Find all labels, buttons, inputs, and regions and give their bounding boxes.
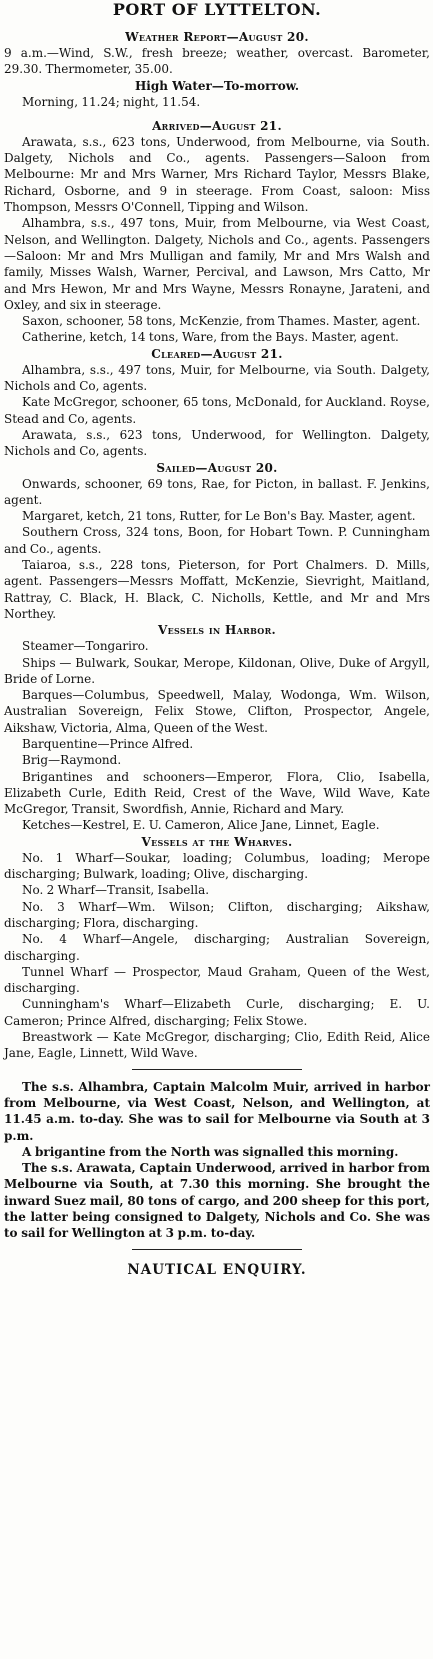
vessels-in-harbor-heading-text: Vessels in Harbor. (158, 623, 276, 638)
sailed-entry: Southern Cross, 324 tons, Boon, for Hobart Town. P. Cunningham and Co., agents. (4, 525, 430, 556)
weather-report-line: 9 a.m.—Wind, S.W., fresh breeze; weather, overcast. Barometer, 29.30. Thermometer, 35.00. (4, 46, 430, 77)
cleared-entry: Kate McGregor, schooner, 65 tons, McDonald, for Auckland. Royse, Stead and Co, agents. (4, 395, 430, 426)
high-water-times: Morning, 11.24; night, 11.54. (22, 94, 201, 109)
wharf-entry: Breastwork — Kate McGregor, discharging; Clio, Edith Reid, Alice Jane, Eagle, Linnett, Wild Wave. (4, 1030, 430, 1061)
section-divider (132, 1069, 302, 1070)
sailed-entry: Margaret, ketch, 21 tons, Rutter, for Le Bon's Bay. Master, agent. (22, 509, 416, 524)
cleared-entry: Arawata, s.s., 623 tons, Underwood, for Wellington. Dalgety, Nichols and Co, agents. (4, 427, 430, 459)
news-paragraph: The s.s. Arawata, Captain Underwood, arrived in harbor from Melbourne via South, at 7.30 this morning. She brought the inward Suez mail, 80 tons of cargo, and 200 sheep for this port, the latter being consigned to Dalgety, Nichols and Co. She was to sail for Wellington at 3 p.m. to-day. (4, 1161, 430, 1241)
sailed-heading-text: Sailed—August 20. (156, 460, 278, 475)
arrived-entry: Saxon, schooner, 58 tons, McKenzie, from Thames. Master, agent. (22, 314, 421, 329)
weather-report-heading-text: Weather Report—August 20. (125, 30, 309, 44)
wharf-entry: Tunnel Wharf — Prospector, Maud Graham, Queen of the West, discharging. (4, 964, 430, 996)
arrived-heading-text: Arrived—August 21. (152, 118, 282, 133)
sailed-entry: Taiaroa, s.s., 228 tons, Pieterson, for Port Chalmers. D. Mills, agent. Passengers—Messrs Moffatt, McKenzie, Sievright, Maitland, Rattray, C. Black, H. Black, C. Nicholls, Kettle, and Mr and Mrs Northey. (4, 558, 430, 621)
sailed-heading (4, 460, 430, 476)
harbor-entry: Steamer—Tongariro. (22, 639, 149, 654)
section-divider (132, 1249, 302, 1250)
sailed-entry: Onwards, schooner, 69 tons, Rae, for Picton, in ballast. F. Jenkins, agent. (4, 476, 430, 507)
news-paragraph: The s.s. Alhambra, Captain Malcolm Muir, arrived in harbor from Melbourne, via West Coast, Nelson, and Wellington, at 11.45 a.m. to-day. She was to sail for Melbourne via South at 3 p.m. (4, 1079, 430, 1143)
cleared-heading-text: Cleared—August 21. (151, 346, 283, 361)
wharf-entry: Cunningham's Wharf—Elizabeth Curle, discharging; E. U. Cameron; Prince Alfred, discharging; Felix Stowe. (4, 997, 430, 1028)
weather-report-heading (4, 29, 430, 45)
harbor-entry: Barques—Columbus, Speedwell, Malay, Wodonga, Wm. Wilson, Australian Sovereign, Felix Stowe, Clifton, Prospector, Angele, Aikshaw, Victoria, Alma, Queen of the West. (4, 688, 430, 735)
cleared-heading (4, 346, 430, 362)
news-paragraph: A brigantine from the North was signalled this morning. (22, 1144, 399, 1159)
next-article-title: NAUTICAL ENQUIRY. (127, 1261, 307, 1278)
page-title: PORT OF LYTTELTON. (112, 0, 322, 19)
harbor-entry: Ships — Bulwark, Soukar, Merope, Kildonan, Olive, Duke of Argyll, Bride of Lorne. (4, 655, 430, 686)
wharf-entry: No. 3 Wharf—Wm. Wilson; Clifton, discharging; Aikshaw, discharging; Flora, discharging. (4, 899, 430, 930)
vessels-in-harbor-heading (4, 622, 430, 638)
arrived-heading (4, 118, 430, 134)
harbor-entry: Brigantines and schooners—Emperor, Flora, Clio, Isabella, Elizabeth Curle, Edith Reid, Crest of the Wave, Wild Wave, Kate McGregor, Transit, Swordfish, Annie, Richard and Mary. (4, 769, 430, 817)
harbor-entry: Brig—Raymond. (22, 753, 122, 768)
high-water-label: High Water—To-morrow. (134, 78, 300, 93)
arrived-entry: Arawata, s.s., 623 tons, Underwood, from Melbourne, via South. Dalgety, Nichols and Co., agents. Passengers—Saloon from Melbourne: Mr and Mrs Warner, Mrs Richard Taylor, Messrs Blake, Richard, Osborne, and 9 in steerage. From Coast, saloon: Miss Thompson, Messrs O'Connell, Tipping and Wilson. (4, 134, 430, 215)
vessels-at-wharves-heading (4, 834, 430, 850)
wharf-entry: No. 1 Wharf—Soukar, loading; Columbus, loading; Merope discharging; Bulwark, loading; Olive, discharging. (4, 850, 430, 882)
harbor-entry: Ketches—Kestrel, E. U. Cameron, Alice Jane, Linnet, Eagle. (22, 818, 380, 833)
cleared-entry: Alhambra, s.s., 497 tons, Muir, for Melbourne, via South. Dalgety, Nichols and Co, agents. (4, 362, 430, 394)
wharf-entry: No. 2 Wharf—Transit, Isabella. (22, 883, 210, 898)
vessels-at-wharves-heading-text: Vessels at the Wharves. (141, 834, 293, 849)
harbor-entry: Barquentine—Prince Alfred. (22, 736, 194, 751)
arrived-entry: Catherine, ketch, 14 tons, Ware, from the Bays. Master, agent. (22, 330, 399, 345)
arrived-entry: Alhambra, s.s., 497 tons, Muir, from Melbourne, via West Coast, Nelson, and Wellington. Dalgety, Nichols and Co., agents. Passengers—Saloon: Mr and Mrs Mulligan and family, Mr and Mrs Walsh and family, Misses Walsh, Warner, Percival, and Lawson, Mrs Catto, Mr and Mrs Hewon, Mr and Mrs Wayne, Messrs Ronayne, Jarateni, and Oxley, and six in steerage. (4, 216, 430, 312)
wharf-entry: No. 4 Wharf—Angele, discharging; Australian Sovereign, discharging. (4, 932, 430, 963)
